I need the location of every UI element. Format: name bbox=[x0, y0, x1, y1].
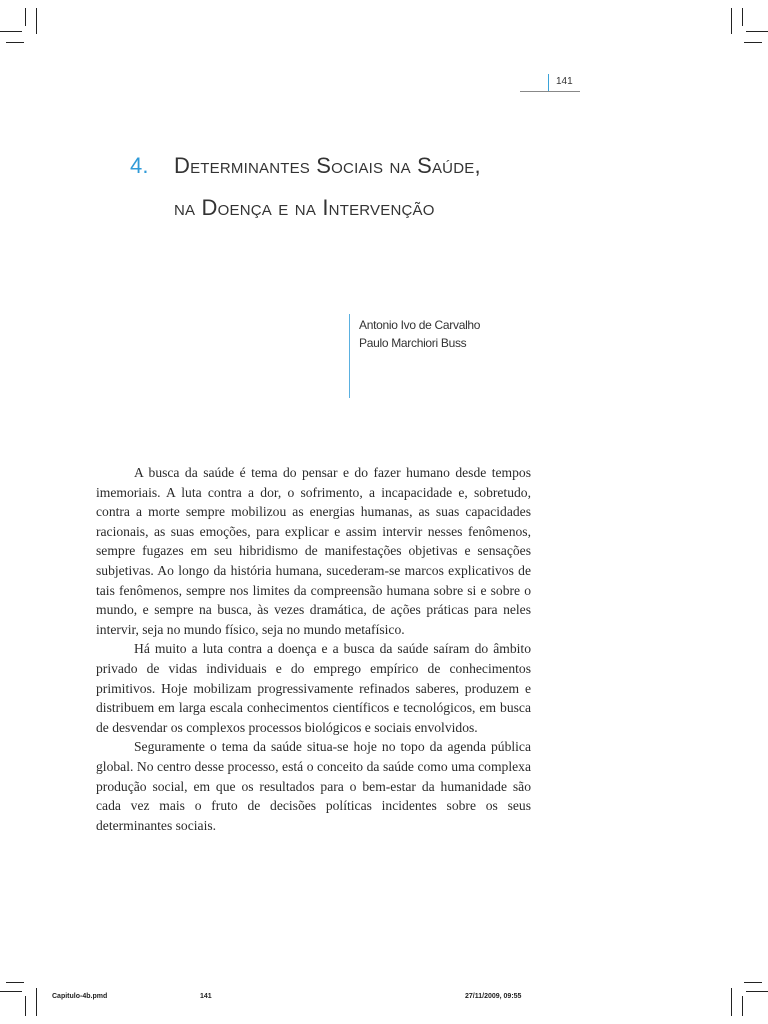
page-number-rule bbox=[548, 74, 549, 92]
page-number: 141 bbox=[556, 76, 573, 87]
chapter-title-line-1: Determinantes Sociais na Saúde, bbox=[174, 153, 481, 178]
chapter-number: 4. bbox=[130, 153, 149, 178]
header-rule bbox=[520, 91, 580, 92]
footer-filename: Capitulo-4b.pmd bbox=[52, 993, 108, 1000]
footer-timestamp: 27/11/2009, 09:55 bbox=[465, 993, 522, 1000]
chapter-title bbox=[130, 145, 690, 229]
author-name: Paulo Marchiori Buss bbox=[359, 336, 467, 350]
authors-rule bbox=[349, 314, 350, 398]
footer-page: 141 bbox=[200, 993, 212, 1000]
authors-block bbox=[359, 316, 480, 352]
paragraph: Seguramente o tema da saúde situa-se hoje no topo da agenda pública global. No centro desse processo, está o conceito da saúde como uma complexa produção social, em que os resultados para o bem-estar da humanidade são cada vez mais o fruto de decisões políticas incidentes sobre os seus determinantes sociais. bbox=[96, 739, 531, 833]
author-name: Antonio Ivo de Carvalho bbox=[359, 318, 481, 332]
chapter-title-line-2: na Doença e na Intervenção bbox=[174, 195, 435, 220]
paragraph: Há muito a luta contra a doença e a busca da saúde saíram do âmbito privado de vidas individuais e do emprego empírico de conhecimentos primitivos. Hoje mobilizam progressivamente refinados saberes, produzem e distribuem em larga escala conhecimentos científicos e tecnológicos, em busca de desvendar os complexos processos biológicos e sociais envolvidos. bbox=[96, 641, 531, 735]
body-text bbox=[96, 463, 531, 835]
paragraph: A busca da saúde é tema do pensar e do fazer humano desde tempos imemoriais. A luta contra a dor, o sofrimento, a incapacidade e, sobretudo, contra a morte sempre mobilizou as energias humanas, as suas capacidades racionais, as suas emoções, para explicar e assim intervir nesses fenômenos, sempre fugazes em seu hibridismo de manifestações objetivas e sensações subjetivas. Ao longo da história humana, sucederam-se marcos explicativos de tais fenômenos, sempre nos limites da compreensão humana sobre si e sobre o mundo, e sempre na busca, às vezes dramática, de ações práticas para neles intervir, seja no mundo físico, seja no mundo metafísico. bbox=[96, 465, 531, 637]
